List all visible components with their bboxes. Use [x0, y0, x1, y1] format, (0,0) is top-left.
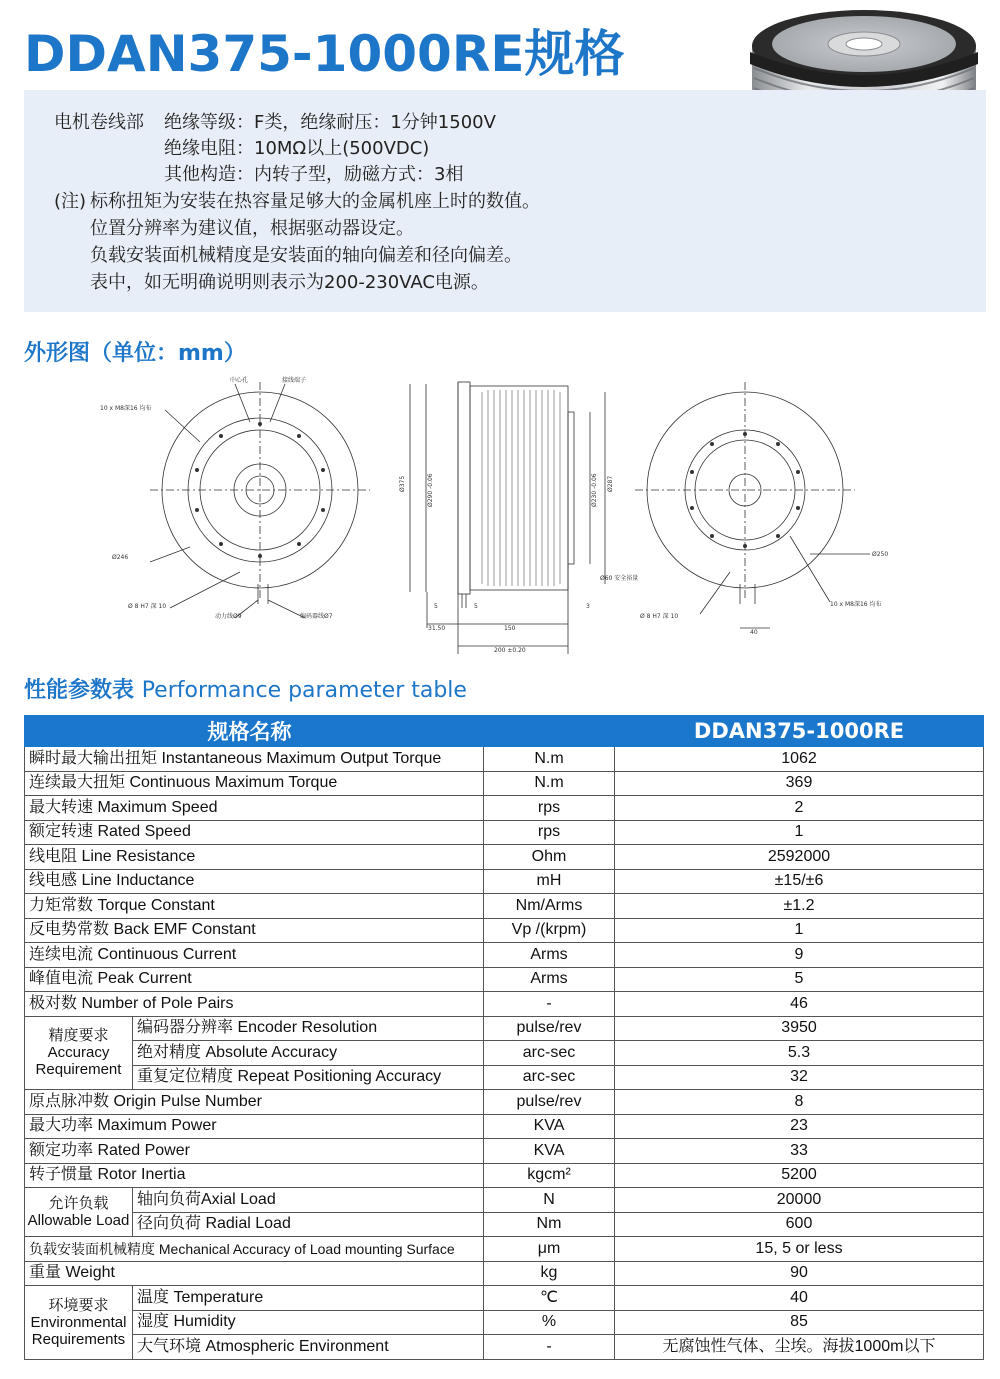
performance-table-title: [24, 673, 467, 704]
param-unit: rps: [484, 796, 615, 821]
param-name: 大气环境 Atmospheric Environment: [133, 1335, 484, 1360]
param-value: 600: [615, 1212, 984, 1237]
param-name: 绝对精度 Absolute Accuracy: [133, 1041, 484, 1066]
param-name: 重复定位精度 Repeat Positioning Accuracy: [133, 1065, 484, 1090]
note-resolution: 位置分辨率为建议值，根据驱动器设定。: [90, 218, 414, 239]
group-allowable-load: 允许负载 Allowable Load: [25, 1188, 133, 1237]
param-unit: Ohm: [484, 845, 615, 870]
param-unit: kgcm²: [484, 1163, 615, 1188]
table-row: [25, 918, 984, 943]
table-row: [25, 1139, 984, 1164]
table-row: [25, 1090, 984, 1115]
note-construction: 其他构造：内转子型，励磁方式：3相: [164, 164, 464, 185]
label-d246: Ø246: [112, 554, 129, 561]
note-insulation-class: 绝缘等级：F类，绝缘耐压：1分钟1500V: [164, 112, 496, 133]
param-name: 编码器分辨率 Encoder Resolution: [133, 1016, 484, 1041]
label-d230: Ø230 -0.06: [591, 473, 598, 507]
param-name: 线电阻 Line Resistance: [25, 845, 484, 870]
table-row: [25, 869, 984, 894]
param-value: 3950: [615, 1016, 984, 1041]
param-value: 20000: [615, 1188, 984, 1213]
label-dim-3: 3: [586, 603, 590, 610]
param-value: 46: [615, 992, 984, 1017]
param-name: 负载安装面机械精度 Mechanical Accuracy of Load mounting Surface: [25, 1237, 484, 1262]
table-row: [25, 1065, 984, 1090]
table-row: [25, 1163, 984, 1188]
outline-drawings: [90, 372, 920, 662]
table-row: [25, 894, 984, 919]
table-row: [25, 1237, 984, 1262]
table-row: [25, 1212, 984, 1237]
label-d60: Ø60 安全裕量: [600, 575, 639, 582]
note-insulation-resistance: 绝缘电阻：10MΩ以上(500VDC): [164, 138, 430, 159]
param-unit: Nm/Arms: [484, 894, 615, 919]
param-name: 最大转速 Maximum Speed: [25, 796, 484, 821]
param-value: ±1.2: [615, 894, 984, 919]
page-title: DDAN375-1000RE规格: [24, 25, 625, 83]
side-view-drawing: [410, 382, 605, 654]
param-value: 无腐蚀性气体、尘埃。海拔1000m以下: [615, 1335, 984, 1360]
param-name: 温度 Temperature: [133, 1286, 484, 1311]
label-dim-31-50: 31.50: [428, 625, 446, 632]
param-name: 额定功率 Rated Power: [25, 1139, 484, 1164]
param-name: 力矩常数 Torque Constant: [25, 894, 484, 919]
param-value: 32: [615, 1065, 984, 1090]
param-unit: Vp /(krpm): [484, 918, 615, 943]
param-unit: Arms: [484, 943, 615, 968]
param-unit: -: [484, 992, 615, 1017]
table-header-row: [25, 716, 984, 747]
param-unit: pulse/rev: [484, 1090, 615, 1115]
label-dim-5a: 5: [434, 603, 438, 610]
table-row: [25, 845, 984, 870]
header-spec-name: 规格名称: [25, 716, 615, 747]
param-unit: KVA: [484, 1114, 615, 1139]
table-row: [25, 992, 984, 1017]
table-row: [25, 820, 984, 845]
outline-drawing-title: 外形图（单位：mm）: [24, 341, 246, 366]
note-prefix: (注): [54, 191, 87, 212]
param-value: 90: [615, 1261, 984, 1286]
param-value: 9: [615, 943, 984, 968]
label-center-hole: 中心孔: [230, 377, 249, 384]
param-value: 2592000: [615, 845, 984, 870]
performance-parameter-table: [24, 715, 984, 1360]
param-name: 反电势常数 Back EMF Constant: [25, 918, 484, 943]
table-row: [25, 943, 984, 968]
param-value: 23: [615, 1114, 984, 1139]
param-name: 峰值电流 Peak Current: [25, 967, 484, 992]
param-name: 瞬时最大输出扭矩 Instantaneous Maximum Output Torque: [25, 747, 484, 772]
param-name: 轴向负荷Axial Load: [133, 1188, 484, 1213]
label-d287: Ø287: [607, 475, 614, 492]
param-name: 转子惯量 Rotor Inertia: [25, 1163, 484, 1188]
param-unit: KVA: [484, 1139, 615, 1164]
group-accuracy-requirement: 精度要求 Accuracy Requirement: [25, 1016, 133, 1090]
performance-table-title-cn: 性能参数表: [24, 678, 135, 703]
param-value: 1: [615, 918, 984, 943]
param-value: 2: [615, 796, 984, 821]
table-row: [25, 796, 984, 821]
note-label: 电机卷线部: [54, 112, 144, 133]
param-value: 15, 5 or less: [615, 1237, 984, 1262]
param-value: 8: [615, 1090, 984, 1115]
table-row: [25, 1041, 984, 1066]
label-tap-holes-rear: 10 x M8深16 均布: [830, 601, 882, 608]
header-model: DDAN375-1000RE: [615, 716, 984, 747]
label-d375: Ø375: [399, 475, 406, 492]
param-unit: μm: [484, 1237, 615, 1262]
param-value: 5.3: [615, 1041, 984, 1066]
param-value: 369: [615, 771, 984, 796]
note-torque: 标称扭矩为安装在热容量足够大的金属机座上时的数值。: [90, 191, 540, 212]
table-row: [25, 967, 984, 992]
label-tap-holes-front: 10 x M8深16 均布: [100, 405, 152, 412]
table-row: [25, 1286, 984, 1311]
label-d250: Ø250: [872, 551, 889, 558]
table-row: [25, 1016, 984, 1041]
param-unit: rps: [484, 820, 615, 845]
param-unit: kg: [484, 1261, 615, 1286]
param-value: 40: [615, 1286, 984, 1311]
label-pin-hole-front: Ø 8 H7 深 10: [128, 603, 167, 610]
front-view-drawing: [150, 382, 370, 618]
param-name: 径向负荷 Radial Load: [133, 1212, 484, 1237]
table-row: [25, 1188, 984, 1213]
table-row: [25, 1335, 984, 1360]
table-row: [25, 1310, 984, 1335]
table-row: [25, 747, 984, 772]
param-unit: N: [484, 1188, 615, 1213]
note-mechanical-accuracy: 负载安装面机械精度是安装面的轴向偏差和径向偏差。: [90, 245, 522, 266]
param-name: 线电感 Line Inductance: [25, 869, 484, 894]
performance-table-title-en: Performance parameter table: [141, 678, 467, 703]
param-value: 1: [615, 820, 984, 845]
param-unit: arc-sec: [484, 1041, 615, 1066]
param-name: 最大功率 Maximum Power: [25, 1114, 484, 1139]
group-environmental-requirements: 环境要求 Environmental Requirements: [25, 1286, 133, 1360]
param-unit: %: [484, 1310, 615, 1335]
param-unit: Nm: [484, 1212, 615, 1237]
param-name: 连续电流 Continuous Current: [25, 943, 484, 968]
param-value: 5: [615, 967, 984, 992]
table-row: [25, 771, 984, 796]
param-name: 重量 Weight: [25, 1261, 484, 1286]
label-pin-hole-rear: Ø 8 H7 深 10: [640, 613, 679, 620]
param-name: 连续最大扭矩 Continuous Maximum Torque: [25, 771, 484, 796]
param-unit: mH: [484, 869, 615, 894]
param-unit: N.m: [484, 771, 615, 796]
table-row: [25, 1261, 984, 1286]
label-d290: Ø290 -0.06: [427, 473, 434, 507]
param-value: 5200: [615, 1163, 984, 1188]
param-unit: -: [484, 1335, 615, 1360]
param-value: 85: [615, 1310, 984, 1335]
param-unit: Arms: [484, 967, 615, 992]
param-name: 极对数 Number of Pole Pairs: [25, 992, 484, 1017]
label-encoder-cable: 编码器线Ø7: [300, 613, 333, 620]
param-name: 原点脉冲数 Origin Pulse Number: [25, 1090, 484, 1115]
note-power-supply: 表中，如无明确说明则表示为200-230VAC电源。: [90, 272, 489, 293]
label-power-cable: 动力线Ø9: [215, 613, 242, 620]
table-row: [25, 1114, 984, 1139]
param-name: 湿度 Humidity: [133, 1310, 484, 1335]
param-value: ±15/±6: [615, 869, 984, 894]
label-dim-5b: 5: [474, 603, 478, 610]
param-unit: ℃: [484, 1286, 615, 1311]
param-value: 33: [615, 1139, 984, 1164]
param-unit: pulse/rev: [484, 1016, 615, 1041]
param-unit: arc-sec: [484, 1065, 615, 1090]
param-unit: N.m: [484, 747, 615, 772]
param-value: 1062: [615, 747, 984, 772]
rear-view-drawing: [635, 382, 870, 628]
label-dim-40: 40: [750, 629, 758, 636]
label-terminal: 接线端子: [282, 377, 307, 384]
label-dim-150: 150: [504, 625, 516, 632]
label-dim-200: 200 ±0.20: [494, 647, 526, 654]
param-name: 额定转速 Rated Speed: [25, 820, 484, 845]
specification-notes: [24, 90, 986, 312]
